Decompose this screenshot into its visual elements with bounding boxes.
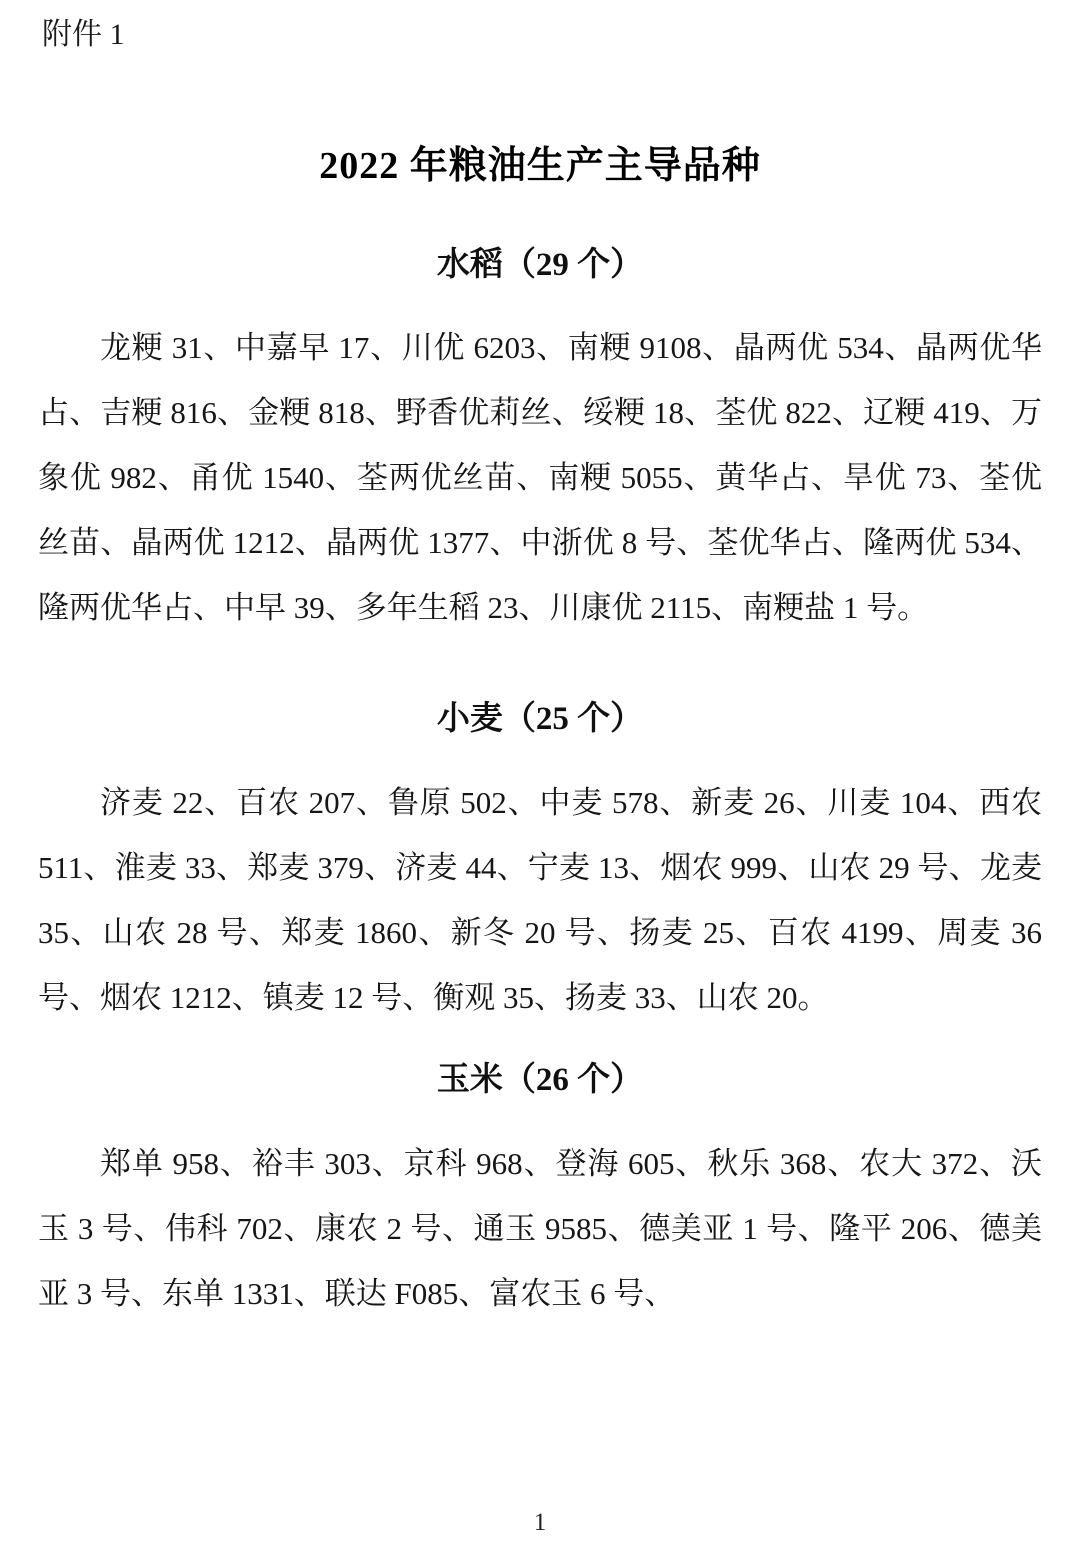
document-title: 2022 年粮油生产主导品种 <box>319 145 761 187</box>
attachment-label: 附件 1 <box>42 18 125 51</box>
section-heading-rice: 水稻（29 个） <box>436 247 644 283</box>
section-heading-wheat: 小麦（25 个） <box>436 701 644 738</box>
section-corn <box>38 1057 1042 1325</box>
section-body-corn: 郑单 958、裕丰 303、京科 968、登海 605、秋乐 368、农大 372、沃玉 3 号、伟科 702、康农 2 号、通玉 9585、德美亚 1 号、隆平 206、德美亚 3 号、东单 1331、联达 F085、富农玉 6 号、 <box>38 1145 1042 1311</box>
section-rice <box>38 242 1042 640</box>
page-number: 1 <box>533 1509 547 1536</box>
section-body-wheat: 济麦 22、百农 207、鲁原 502、中麦 578、新麦 26、川麦 104、西农 511、淮麦 33、郑麦 379、济麦 44、宁麦 13、烟农 999、山农 29 号、龙麦 35、山农 28 号、郑麦 1860、新冬 20 号、扬麦 25、百农 4199、周麦 36 号、烟农 1212、镇麦 12 号、衡观 35、扬麦 33、山农 20。 <box>38 784 1042 1015</box>
section-heading-corn: 玉米（26 个） <box>436 1062 644 1099</box>
section-wheat <box>38 696 1042 1029</box>
section-body-rice: 龙粳 31、中嘉早 17、川优 6203、南粳 9108、晶两优 534、晶两优华占、吉粳 816、金粳 818、野香优莉丝、绥粳 18、荃优 822、辽粳 419、万象优 982、甬优 1540、荃两优丝苗、南粳 5055、黄华占、旱优 73、荃优丝苗、晶两优 1212、晶两优 1377、中浙优 8 号、荃优华占、隆两优 534、隆两优华占、中早 39、多年生稻 23、川康优 2115、南粳盐 1 号。 <box>38 330 1042 626</box>
